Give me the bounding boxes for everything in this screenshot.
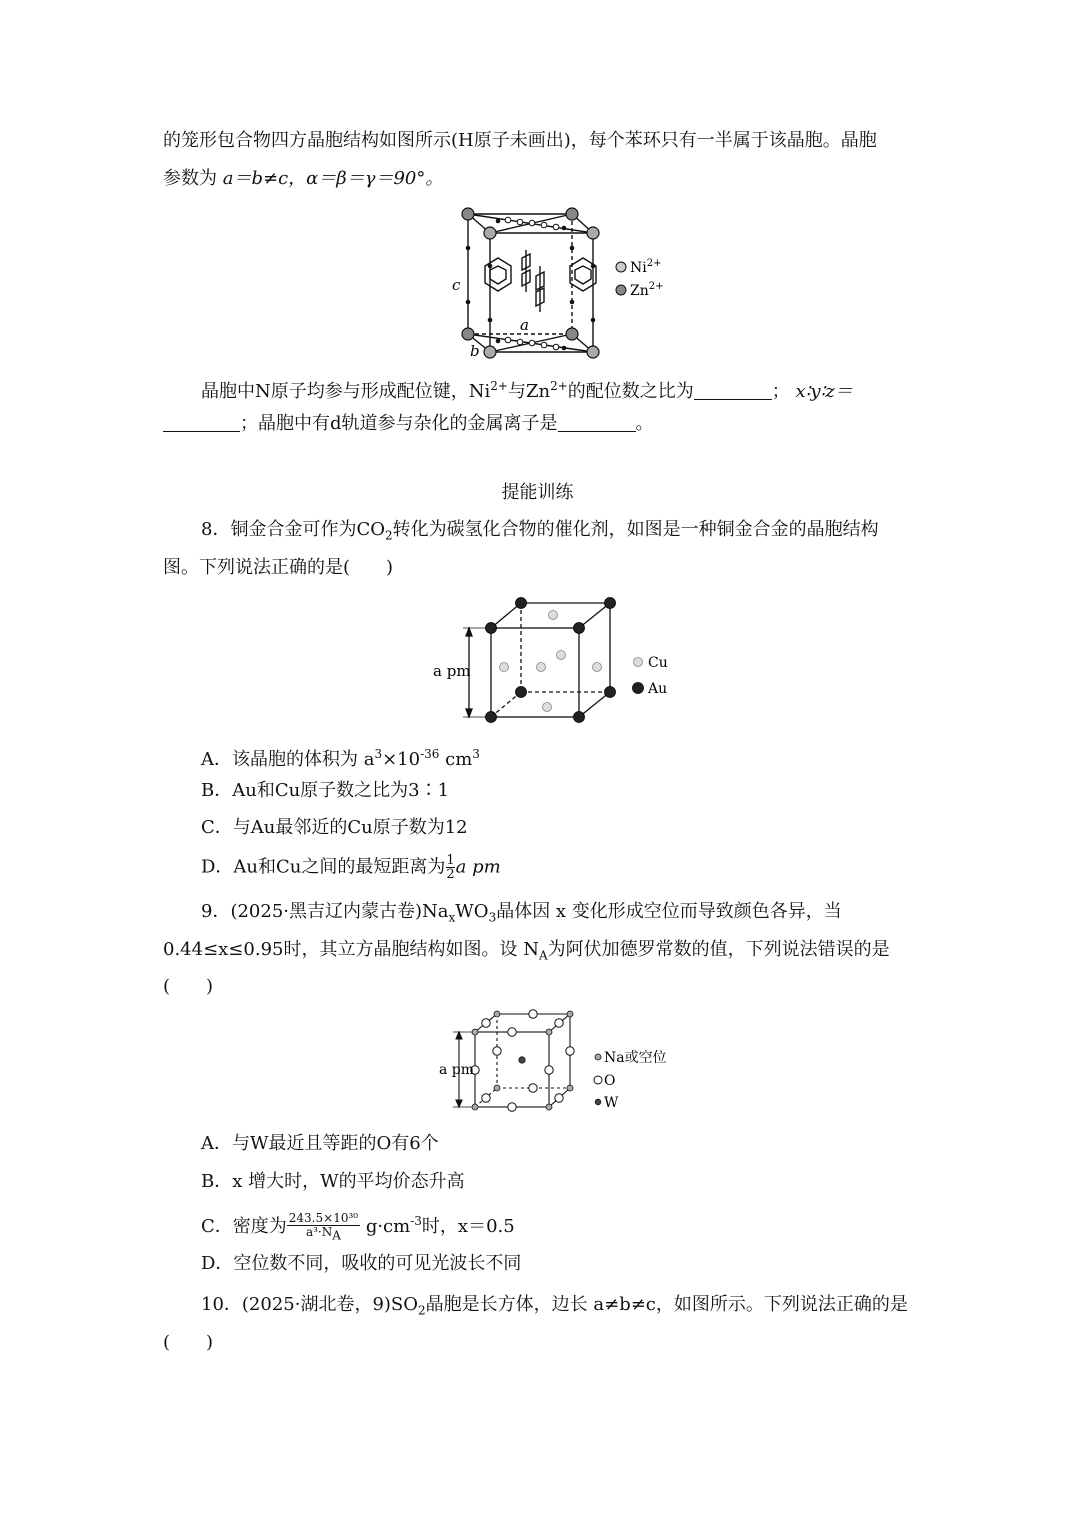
zn-legend-icon: [616, 285, 626, 295]
q9-stem-line-3: ( ): [163, 976, 214, 997]
section-title: 提能训练: [501, 482, 574, 503]
q9-option-d[interactable]: D．空位数不同，吸收的可见光波长不同: [201, 1253, 522, 1274]
q8-option-b[interactable]: B．Au和Cu原子数之比为3∶1: [201, 780, 450, 801]
legend-na: Na或空位: [604, 1050, 667, 1066]
clathrate-cell-figure: [440, 200, 670, 365]
q9-option-a[interactable]: A．与W最近且等距的O有6个: [201, 1133, 439, 1154]
q9-option-b[interactable]: B．x 增大时，W的平均价态升高: [201, 1171, 465, 1192]
q8-option-d[interactable]: D．Au和Cu之间的最短距离为 $\frac{1}{2}$ a pm: [201, 853, 501, 882]
q7-line-1: 晶胞中N原子均参与形成配位键，$Ni^{2+}$与$Zn^{2+}$的配位数之比为 ； x∶y∶z＝: [201, 379, 853, 402]
q8-option-a[interactable]: A．该晶胞的体积为 $a^3\times 10^{-36}$ $cm^3$: [201, 747, 480, 770]
legend-ni: $Ni^{2+}$: [630, 258, 662, 276]
answer-blank-metal-ion[interactable]: [558, 413, 636, 432]
fig1-label-b: b: [470, 342, 480, 360]
q10-stem-line-2: ( ): [163, 1332, 214, 1353]
q8-stem-line-1: 8．铜金合金可作为$CO_2$转化为碳氢化合物的催化剂，如图是一种铜金合金的晶胞结构: [201, 519, 879, 543]
naxwo3-cell-figure: [435, 1008, 685, 1114]
legend-zn: $Zn^{2+}$: [630, 281, 664, 299]
answer-blank-xyz[interactable]: [163, 413, 240, 432]
q10-stem-line-1: 10．(2025·湖北卷，$9)SO_2$晶胞是长方体，边长 a≠b≠c，如图所示。下列说法正确的是: [201, 1294, 908, 1318]
w-legend-icon: [595, 1099, 601, 1105]
fig1-label-a: a: [520, 316, 529, 334]
q9-option-c[interactable]: C．密度为 $\frac{\text{243.5×10³⁰}}{a^3\cdot N_A}$ $g\cdot cm^{-3}$时，x＝0.5: [201, 1210, 515, 1243]
ni-legend-icon: [616, 262, 626, 272]
q9-stem-line-2: 0.44≤x≤0.95时，其立方晶胞结构如图。设 $N_A$为阿伏加德罗常数的值，下列说法错误的是: [163, 939, 890, 963]
legend-w: W: [604, 1095, 619, 1111]
q8-option-c[interactable]: C．与Au最邻近的Cu原子数为12: [201, 817, 468, 838]
o-legend-icon: [594, 1076, 602, 1084]
q7-line-2: ；晶胞中有d轨道参与杂化的金属离子是 。: [163, 411, 654, 437]
q8-stem-line-2: 图。下列说法正确的是( ): [163, 557, 394, 578]
cu-legend-icon: [634, 658, 643, 667]
answer-blank-ratio[interactable]: [694, 381, 772, 400]
q9-stem-line-1: 9．(2025·黑吉辽内蒙古卷)$Na_xWO_3$晶体因 x 变化形成空位而导致颜色各异，当: [201, 901, 842, 925]
legend-o: O: [604, 1073, 616, 1089]
fig8-side-label: a pm: [433, 662, 471, 680]
intro-line-1: 的笼形包合物四方晶胞结构如图所示(H原子未画出)，每个苯环只有一半属于该晶胞。晶胞: [163, 130, 877, 151]
intro-line-2: 参数为 a＝b≠c，α＝β＝γ＝90°。: [163, 168, 444, 189]
cu-au-cell-figure: [425, 595, 685, 725]
legend-au: Au: [648, 681, 668, 697]
legend-cu: Cu: [648, 655, 668, 671]
fig1-label-c: c: [452, 276, 461, 294]
fig9-side-label: a pm: [439, 1062, 475, 1078]
au-legend-icon: [633, 683, 644, 694]
na-legend-icon: [595, 1054, 601, 1060]
